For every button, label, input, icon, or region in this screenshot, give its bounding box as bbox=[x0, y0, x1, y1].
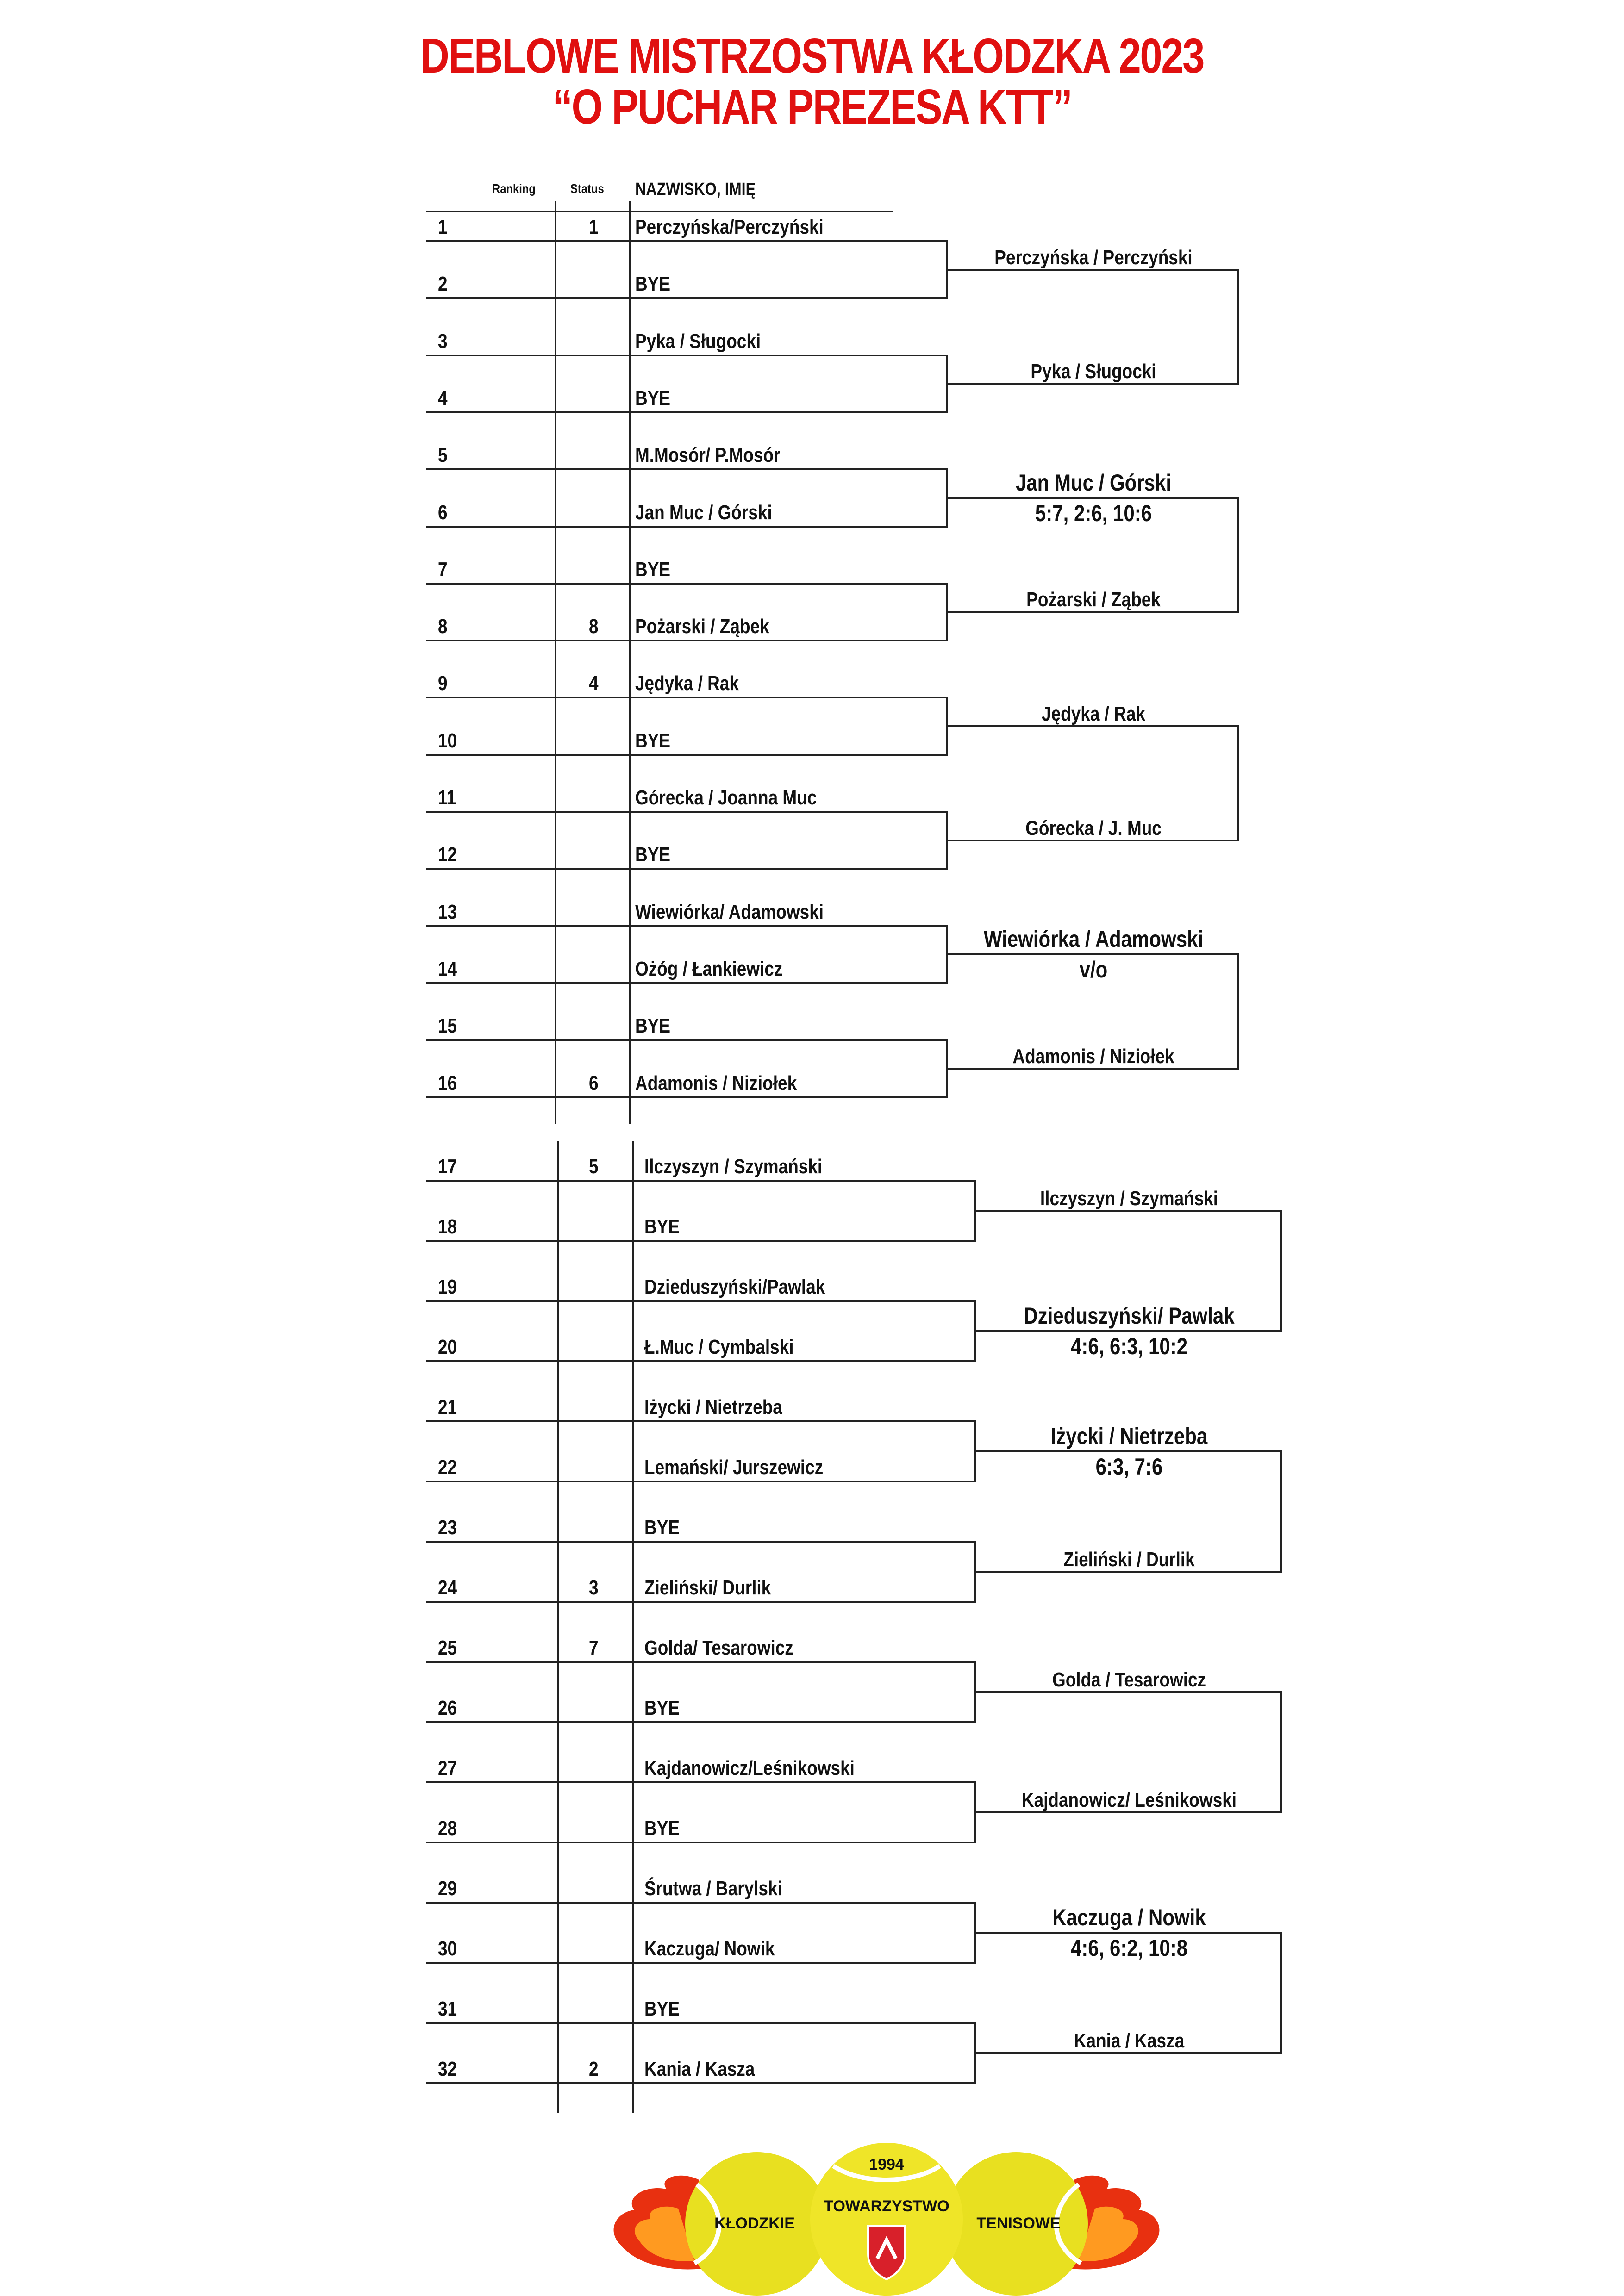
round2-line bbox=[948, 725, 1239, 727]
entry-name: Kajdanowicz/Leśnikowski bbox=[644, 1757, 855, 1780]
entry-name: Ł.Muc / Cymbalski bbox=[644, 1336, 794, 1358]
entry-line bbox=[426, 640, 948, 641]
entry-name: Dzieduszyński/Pawlak bbox=[644, 1276, 825, 1298]
round2-winner: Dzieduszyński/ Pawlak bbox=[1024, 1303, 1235, 1329]
entry-name: Jędyka / Rak bbox=[635, 672, 739, 695]
entry-number: 24 bbox=[438, 1576, 457, 1599]
entry-number: 20 bbox=[438, 1336, 457, 1358]
header-ranking: Ranking bbox=[492, 181, 536, 196]
entry-line bbox=[426, 1781, 976, 1783]
logo-text-left: KŁODZKIE bbox=[714, 2215, 795, 2232]
round2-winner: Wiewiórka / Adamowski bbox=[983, 926, 1204, 952]
entry-number: 30 bbox=[438, 1937, 457, 1960]
entry-line bbox=[426, 1180, 976, 1182]
entry-line bbox=[426, 1541, 976, 1543]
entry-number: 22 bbox=[438, 1456, 457, 1479]
round2-line bbox=[976, 2052, 1282, 2054]
column-divider-name bbox=[632, 1141, 634, 2113]
round2-winner: Kajdanowicz/ Leśnikowski bbox=[1021, 1789, 1237, 1811]
entry-line bbox=[426, 1902, 976, 1904]
entry-number: 11 bbox=[438, 786, 456, 809]
round2-line bbox=[976, 1571, 1282, 1573]
round2-winner: Perczyńska / Perczyński bbox=[994, 246, 1193, 269]
round2-line bbox=[948, 383, 1239, 385]
entry-line bbox=[426, 1481, 976, 1482]
entry-number: 6 bbox=[438, 501, 448, 524]
round2-connector bbox=[1237, 953, 1239, 1070]
entry-name: BYE bbox=[644, 1997, 680, 2020]
entry-number: 16 bbox=[438, 1071, 457, 1095]
round2-score: 4:6, 6:3, 10:2 bbox=[1070, 1333, 1188, 1359]
entry-name: Ilczyszyn / Szymański bbox=[644, 1155, 823, 1178]
entry-number: 21 bbox=[438, 1396, 457, 1419]
entry-name: BYE bbox=[644, 1817, 680, 1840]
entry-number: 3 bbox=[438, 330, 448, 353]
entry-name: Zieliński/ Durlik bbox=[644, 1576, 771, 1599]
entry-line bbox=[426, 1661, 976, 1663]
entry-seed: 7 bbox=[589, 1636, 599, 1659]
round2-line bbox=[948, 1068, 1239, 1070]
round2-line bbox=[948, 269, 1239, 271]
entry-line bbox=[426, 754, 948, 756]
round2-winner: Pożarski / Ząbek bbox=[1026, 588, 1161, 611]
round2-winner: Golda / Tesarowicz bbox=[1052, 1668, 1206, 1691]
round2-winner: Adamonis / Niziołek bbox=[1012, 1045, 1174, 1068]
entry-seed: 4 bbox=[589, 672, 599, 695]
entry-line bbox=[426, 468, 948, 470]
entry-seed: 3 bbox=[589, 1576, 599, 1599]
entry-line bbox=[426, 2082, 976, 2084]
entry-name: Kania / Kasza bbox=[644, 2058, 755, 2080]
entry-name: Adamonis / Niziołek bbox=[635, 1071, 797, 1095]
entry-name: Górecka / Joanna Muc bbox=[635, 786, 817, 809]
round2-score: 6:3, 7:6 bbox=[1095, 1454, 1163, 1480]
round2-winner: Jędyka / Rak bbox=[1042, 703, 1145, 726]
entry-number: 18 bbox=[438, 1215, 457, 1238]
entry-line bbox=[426, 697, 948, 698]
entry-line bbox=[426, 1601, 976, 1603]
entry-line bbox=[426, 868, 948, 870]
page-subtitle: “O PUCHAR PREZESA KTT” bbox=[552, 80, 1072, 134]
round2-winner: Ilczyszyn / Szymański bbox=[1040, 1187, 1218, 1210]
header-underline bbox=[426, 211, 893, 212]
round2-line bbox=[948, 611, 1239, 613]
entry-line bbox=[426, 1721, 976, 1723]
round2-winner: Kania / Kasza bbox=[1074, 2029, 1185, 2052]
round2-winner: Kaczuga / Nowik bbox=[1052, 1904, 1206, 1930]
entry-line bbox=[426, 1240, 976, 1242]
entry-name: BYE bbox=[635, 1014, 671, 1038]
entry-name: Kaczuga/ Nowik bbox=[644, 1937, 775, 1960]
entry-number: 12 bbox=[438, 843, 457, 866]
round2-connector bbox=[1280, 1932, 1282, 2054]
logo-text-right: TENISOWE bbox=[976, 2215, 1061, 2232]
entry-number: 9 bbox=[438, 672, 448, 695]
entry-line bbox=[426, 1842, 976, 1843]
entry-line bbox=[426, 526, 948, 528]
column-divider-status bbox=[555, 201, 556, 1124]
round2-line bbox=[976, 1691, 1282, 1693]
round2-connector bbox=[1237, 497, 1239, 613]
round2-line bbox=[948, 840, 1239, 841]
entry-number: 29 bbox=[438, 1877, 457, 1900]
logo-text-center: TOWARZYSTWO bbox=[824, 2197, 949, 2215]
entry-name: Pyka / Sługocki bbox=[635, 330, 761, 353]
round2-connector bbox=[1237, 269, 1239, 385]
entry-line bbox=[426, 1300, 976, 1302]
round2-winner: Górecka / J. Muc bbox=[1025, 816, 1162, 840]
round2-score: v/o bbox=[1079, 957, 1108, 983]
ktt-logo bbox=[602, 2129, 1171, 2296]
entry-number: 14 bbox=[438, 957, 457, 980]
entry-line bbox=[426, 583, 948, 585]
entry-line bbox=[426, 1096, 948, 1098]
round2-line bbox=[976, 1932, 1282, 1934]
entry-number: 2 bbox=[438, 273, 448, 296]
logo-year: 1994 bbox=[869, 2156, 904, 2173]
round2-connector bbox=[1280, 1691, 1282, 1813]
entry-number: 26 bbox=[438, 1697, 457, 1719]
entry-seed: 8 bbox=[589, 615, 599, 638]
round2-line bbox=[948, 497, 1239, 499]
round2-connector bbox=[1280, 1450, 1282, 1573]
round2-connector bbox=[1237, 725, 1239, 841]
entry-name: Golda/ Tesarowicz bbox=[644, 1636, 793, 1659]
entry-number: 28 bbox=[438, 1817, 457, 1840]
round2-winner: Iżycki / Nietrzeba bbox=[1050, 1423, 1208, 1449]
entry-number: 7 bbox=[438, 558, 448, 581]
round2-winner: Pyka / Sługocki bbox=[1031, 360, 1156, 383]
entry-name: M.Mosór/ P.Mosór bbox=[635, 444, 781, 467]
entry-number: 5 bbox=[438, 444, 448, 467]
round2-line bbox=[976, 1210, 1282, 1212]
entry-number: 32 bbox=[438, 2058, 457, 2080]
entry-name: Iżycki / Nietrzeba bbox=[644, 1396, 782, 1419]
entry-seed: 1 bbox=[589, 216, 599, 238]
round2-line bbox=[976, 1450, 1282, 1452]
header-name: NAZWISKO, IMIĘ bbox=[635, 180, 756, 199]
entry-name: Pożarski / Ząbek bbox=[635, 615, 769, 638]
entry-name: BYE bbox=[644, 1215, 680, 1238]
entry-number: 17 bbox=[438, 1155, 457, 1178]
entry-name: Lemański/ Jurszewicz bbox=[644, 1456, 824, 1479]
entry-line bbox=[426, 1360, 976, 1362]
entry-name: Perczyńska/Perczyński bbox=[635, 216, 824, 238]
entry-number: 19 bbox=[438, 1276, 457, 1298]
entry-number: 1 bbox=[438, 216, 448, 238]
entry-number: 31 bbox=[438, 1997, 457, 2020]
entry-name: Ożóg / Łankiewicz bbox=[635, 957, 783, 980]
round2-winner: Jan Muc / Górski bbox=[1015, 469, 1172, 496]
entry-number: 15 bbox=[438, 1014, 457, 1038]
entry-number: 8 bbox=[438, 615, 448, 638]
entry-line bbox=[426, 411, 948, 413]
entry-line bbox=[426, 2022, 976, 2024]
entry-line bbox=[426, 982, 948, 984]
entry-number: 10 bbox=[438, 729, 457, 752]
entry-seed: 5 bbox=[589, 1155, 599, 1178]
entry-line bbox=[426, 1420, 976, 1422]
entry-number: 25 bbox=[438, 1636, 457, 1659]
round2-winner: Zieliński / Durlik bbox=[1063, 1548, 1195, 1571]
round2-score: 4:6, 6:2, 10:8 bbox=[1070, 1935, 1188, 1961]
entry-line bbox=[426, 925, 948, 927]
entry-line bbox=[426, 811, 948, 813]
entry-name: BYE bbox=[635, 729, 671, 752]
entry-name: BYE bbox=[635, 558, 671, 581]
entry-line bbox=[426, 1039, 948, 1041]
entry-line bbox=[426, 297, 948, 299]
entry-name: BYE bbox=[635, 843, 671, 866]
entry-line bbox=[426, 240, 948, 242]
entry-seed: 6 bbox=[589, 1071, 599, 1095]
entry-name: BYE bbox=[644, 1516, 680, 1539]
round2-line bbox=[976, 1330, 1282, 1332]
entry-seed: 2 bbox=[589, 2058, 599, 2080]
entry-name: Śrutwa / Barylski bbox=[644, 1877, 782, 1900]
entry-number: 23 bbox=[438, 1516, 457, 1539]
page-title: DEBLOWE MISTRZOSTWA KŁODZKA 2023 bbox=[420, 29, 1204, 83]
header-status: Status bbox=[570, 181, 604, 196]
entry-name: Jan Muc / Górski bbox=[635, 501, 772, 524]
entry-number: 27 bbox=[438, 1757, 457, 1780]
round2-score: 5:7, 2:6, 10:6 bbox=[1035, 500, 1152, 526]
entry-name: BYE bbox=[644, 1697, 680, 1719]
entry-name: BYE bbox=[635, 386, 671, 410]
column-divider-name bbox=[629, 201, 631, 1124]
entry-line bbox=[426, 1962, 976, 1964]
round2-line bbox=[976, 1811, 1282, 1813]
column-divider-status bbox=[557, 1141, 559, 2113]
entry-number: 4 bbox=[438, 386, 448, 410]
entry-line bbox=[426, 355, 948, 356]
round2-connector bbox=[1280, 1210, 1282, 1332]
entry-name: Wiewiórka/ Adamowski bbox=[635, 900, 824, 923]
entry-name: BYE bbox=[635, 273, 671, 296]
round2-line bbox=[948, 953, 1239, 955]
entry-number: 13 bbox=[438, 900, 457, 923]
